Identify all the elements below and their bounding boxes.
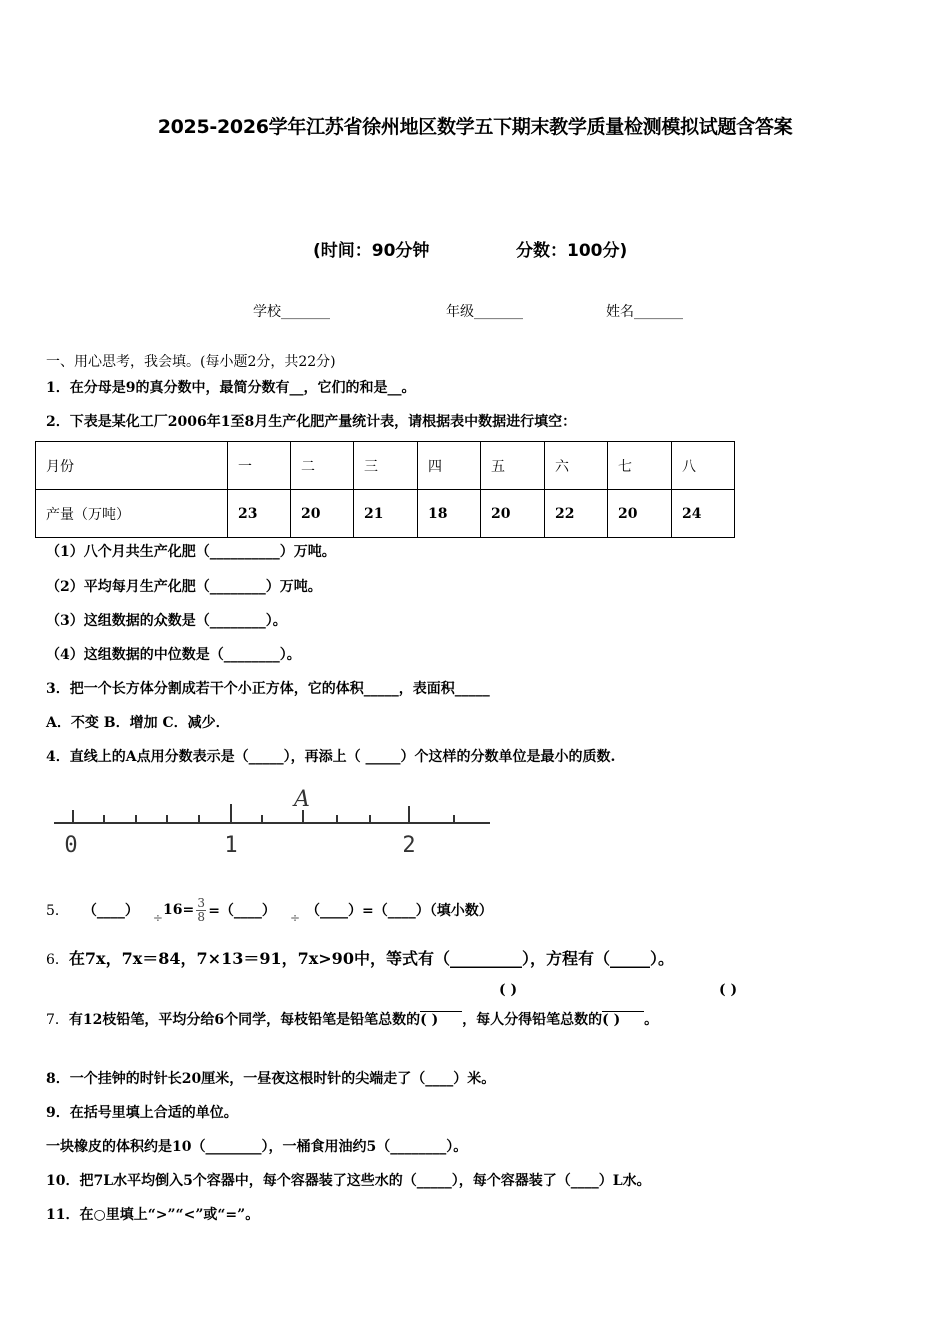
q7-fraction-2-numerator: ( ) [719,982,738,998]
table-cell: 三 [354,442,418,490]
question-4: 4．直线上的A点用分数表示是（_____），再添上（ _____）个这样的分数单位是最小的质数. [46,749,616,765]
table-cell: 22 [545,490,608,538]
table-cell: 月份 [36,442,228,490]
q5-blank-1: （____） [82,903,139,919]
q5-mid: 16= [162,902,195,918]
question-2: 2．下表是某化工厂2006年1至8月生产化肥产量统计表，请根据表中数据进行填空： [46,414,577,430]
question-7-text-2: ，每人分得铅笔总数的 [462,1012,603,1028]
question-7-end: 。 [644,1012,659,1028]
question-1: 1．在分母是9的真分数中，最简分数有__，它们的和是__。 [46,380,416,396]
q5-blank-3: （____）=（____）（填小数） [306,903,493,919]
question-3-options: A．不变 B．增加 C．减少． [46,715,230,731]
fraction-numerator: 3 [197,895,206,910]
question-11: 11．在○里填上“>”“<”或“=”。 [46,1207,260,1223]
table-header-row [36,442,735,490]
q5-blank-2: =（____） [208,903,276,919]
tick-label-0: 0 [64,833,78,858]
table-row [36,490,735,538]
table-cell: 八 [672,442,735,490]
exam-time: (时间：90分钟 [313,241,430,261]
exam-score: 分数：100分) [516,241,628,261]
table-cell: 七 [608,442,672,490]
q5-fraction [196,897,206,924]
question-8: 8．一个挂钟的时针长20厘米，一昼夜这根时针的尖端走了（____）米。 [46,1071,496,1087]
table-cell: 五 [481,442,545,490]
question-3: 3．把一个长方体分割成若干个小正方体，它的体积_____，表面积_____ [46,681,490,697]
question-2-sub-3: （3）这组数据的众数是（________）。 [46,613,287,629]
table-cell: 20 [481,490,545,538]
tick-label-1: 1 [224,833,238,858]
table-cell: 一 [228,442,291,490]
table-cell: 21 [354,490,418,538]
table-cell: 六 [545,442,608,490]
name-field: 姓名_______ [606,304,683,320]
divide-icon: ÷ [152,911,163,925]
question-5 [46,888,493,932]
question-7-number: 7． [46,1012,69,1028]
question-9: 9．在括号里填上合适的单位。 [46,1105,238,1121]
table-cell: 二 [291,442,354,490]
point-a-label: A [294,787,310,812]
table-cell: 20 [608,490,672,538]
fraction-denominator: 8 [197,909,206,924]
question-7-text: 有12枝铅笔，平均分给6个同学，每枝铅笔是铅笔总数的 [68,1012,421,1028]
page-title: 2025-2026学年江苏省徐州地区数学五下期末教学质量检测模拟试题含答案 [157,116,793,138]
tick-label-2: 2 [402,833,416,858]
number-line-ticks [73,804,454,823]
school-field: 学校_______ [253,304,330,320]
table-cell: 23 [228,490,291,538]
table-cell: 24 [672,490,735,538]
table-cell: 产量（万吨） [36,490,228,538]
question-6-number: 6． [46,952,69,968]
question-6-text: 在7x，7x＝84，7×13＝91，7x>90中，等式有（_________），方程有（_____）。 [68,949,674,968]
q7-fraction-2-denominator: ( ) [602,1011,644,1028]
number-line [50,782,495,858]
divide-icon: ÷ [289,911,300,925]
grade-field: 年级_______ [446,304,523,320]
question-5-number: 5． [46,903,69,919]
table-cell: 四 [418,442,481,490]
q7-fraction-1-denominator: ( ) [420,1011,462,1028]
production-table [35,441,735,538]
question-10: 10．把7L水平均倒入5个容器中，每个容器装了这些水的（_____），每个容器装了（____）L水。 [46,1173,651,1189]
q7-fraction-1-numerator: ( ) [499,982,518,998]
table-cell: 18 [418,490,481,538]
question-2-sub-2: （2）平均每月生产化肥（________）万吨。 [46,579,322,595]
question-2-sub-4: （4）这组数据的中位数是（________）。 [46,647,301,663]
question-7 [46,1009,658,1029]
section-heading: 一、用心思考，我会填。(每小题2分，共22分) [46,354,336,370]
question-9-line: 一块橡皮的体积约是10（________），一桶食用油约5（________）。 [46,1139,468,1155]
question-2-sub-1: （1）八个月共生产化肥（__________）万吨。 [46,544,336,560]
question-6 [46,946,674,969]
table-cell: 20 [291,490,354,538]
